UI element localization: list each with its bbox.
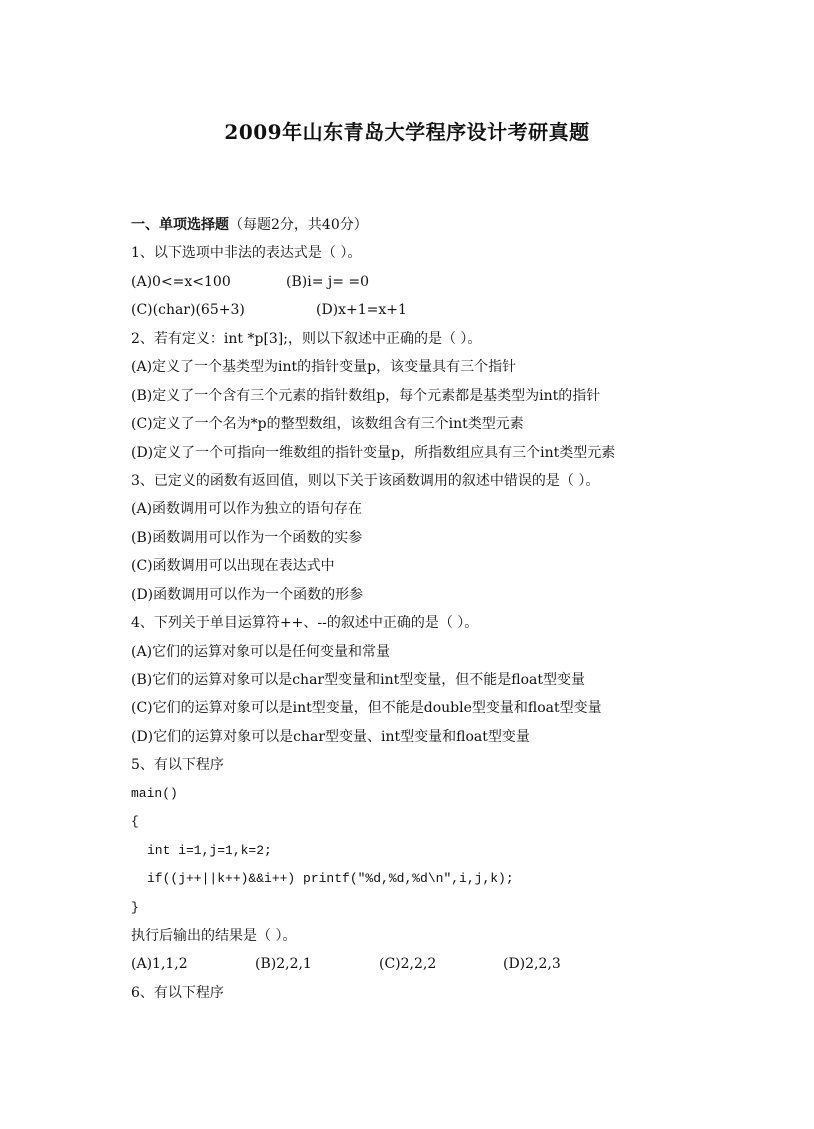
question-3-option-b: (B)函数调用可以作为一个函数的实参: [131, 529, 363, 546]
question-5-option-a: (A)1,1,2: [131, 956, 188, 973]
section-heading: [131, 211, 691, 239]
question-5-option-b: (B)2,2,1: [255, 956, 312, 973]
question-2-option-a: (A)定义了一个基类型为int的指针变量p，该变量具有三个指针: [131, 359, 517, 376]
page-title: 2009年山东青岛大学程序设计考研真题: [224, 120, 590, 144]
question-2-stem: 2、若有定义：int *p[3];，则以下叙述中正确的是（ ）。: [131, 330, 482, 347]
question-5-prompt: 执行后输出的结果是（ ）。: [131, 927, 297, 944]
question-1-option-b: (B)i= j= =0: [286, 273, 370, 290]
code-line-if-printf: if((j++||k++)&&i++) printf("%d,%d,%d\n",i,j,k);: [147, 871, 514, 887]
question-1-options-row-1: [131, 268, 691, 296]
question-3-option-a: (A)函数调用可以作为独立的语句存在: [131, 501, 363, 518]
question-1-options-row-2: [131, 296, 691, 324]
section-heading-note: （每题2分，共40分）: [229, 217, 368, 233]
question-content: [131, 211, 691, 1007]
question-3-option-c: (C)函数调用可以出现在表达式中: [131, 558, 335, 575]
question-2-option-c: (C)定义了一个名为*p的整型数组，该数组含有三个int类型元素: [131, 416, 524, 433]
question-1-option-d: (D)x+1=x+1: [316, 302, 407, 319]
question-4-option-d: (D)它们的运算对象可以是char型变量、int型变量和float型变量: [131, 728, 530, 745]
question-5-option-d: (D)2,2,3: [503, 956, 561, 973]
question-2-option-b: (B)定义了一个含有三个元素的指针数组p，每个元素都是基类型为int的指针: [131, 387, 601, 404]
question-3-option-d: (D)函数调用可以作为一个函数的形参: [131, 586, 364, 603]
question-3-stem: 3、已定义的函数有返回值，则以下关于该函数调用的叙述中错误的是（ ）。: [131, 472, 600, 489]
code-line-declaration: int i=1,j=1,k=2;: [147, 842, 272, 858]
question-6-stem: 6、有以下程序: [131, 984, 224, 1001]
question-2-option-d: (D)定义了一个可指向一维数组的指针变量p，所指数组应具有三个int类型元素: [131, 444, 616, 461]
question-1-stem: 1、以下选项中非法的表达式是（ ）。: [131, 245, 362, 262]
code-line-open-brace: {: [131, 814, 139, 830]
code-line-close-brace: }: [131, 899, 139, 915]
question-5-options-row: [131, 950, 691, 978]
question-4-stem: 4、下列关于单目运算符++、--的叙述中正确的是（ ）。: [131, 615, 479, 632]
question-4-option-b: (B)它们的运算对象可以是char型变量和int型变量，但不能是float型变量: [131, 672, 585, 688]
question-4-option-a: (A)它们的运算对象可以是任何变量和常量: [131, 643, 391, 660]
question-1-option-a: (A)0<=x<100: [131, 273, 231, 290]
question-1-option-c: (C)(char)(65+3): [131, 302, 245, 319]
question-5-stem: 5、有以下程序: [131, 757, 224, 774]
code-line-main: main(): [131, 785, 178, 801]
question-5-option-c: (C)2,2,2: [379, 956, 437, 973]
section-heading-label: 一、单项选择题: [131, 217, 229, 233]
question-4-option-c: (C)它们的运算对象可以是int型变量，但不能是double型变量和float型变量: [131, 700, 602, 717]
